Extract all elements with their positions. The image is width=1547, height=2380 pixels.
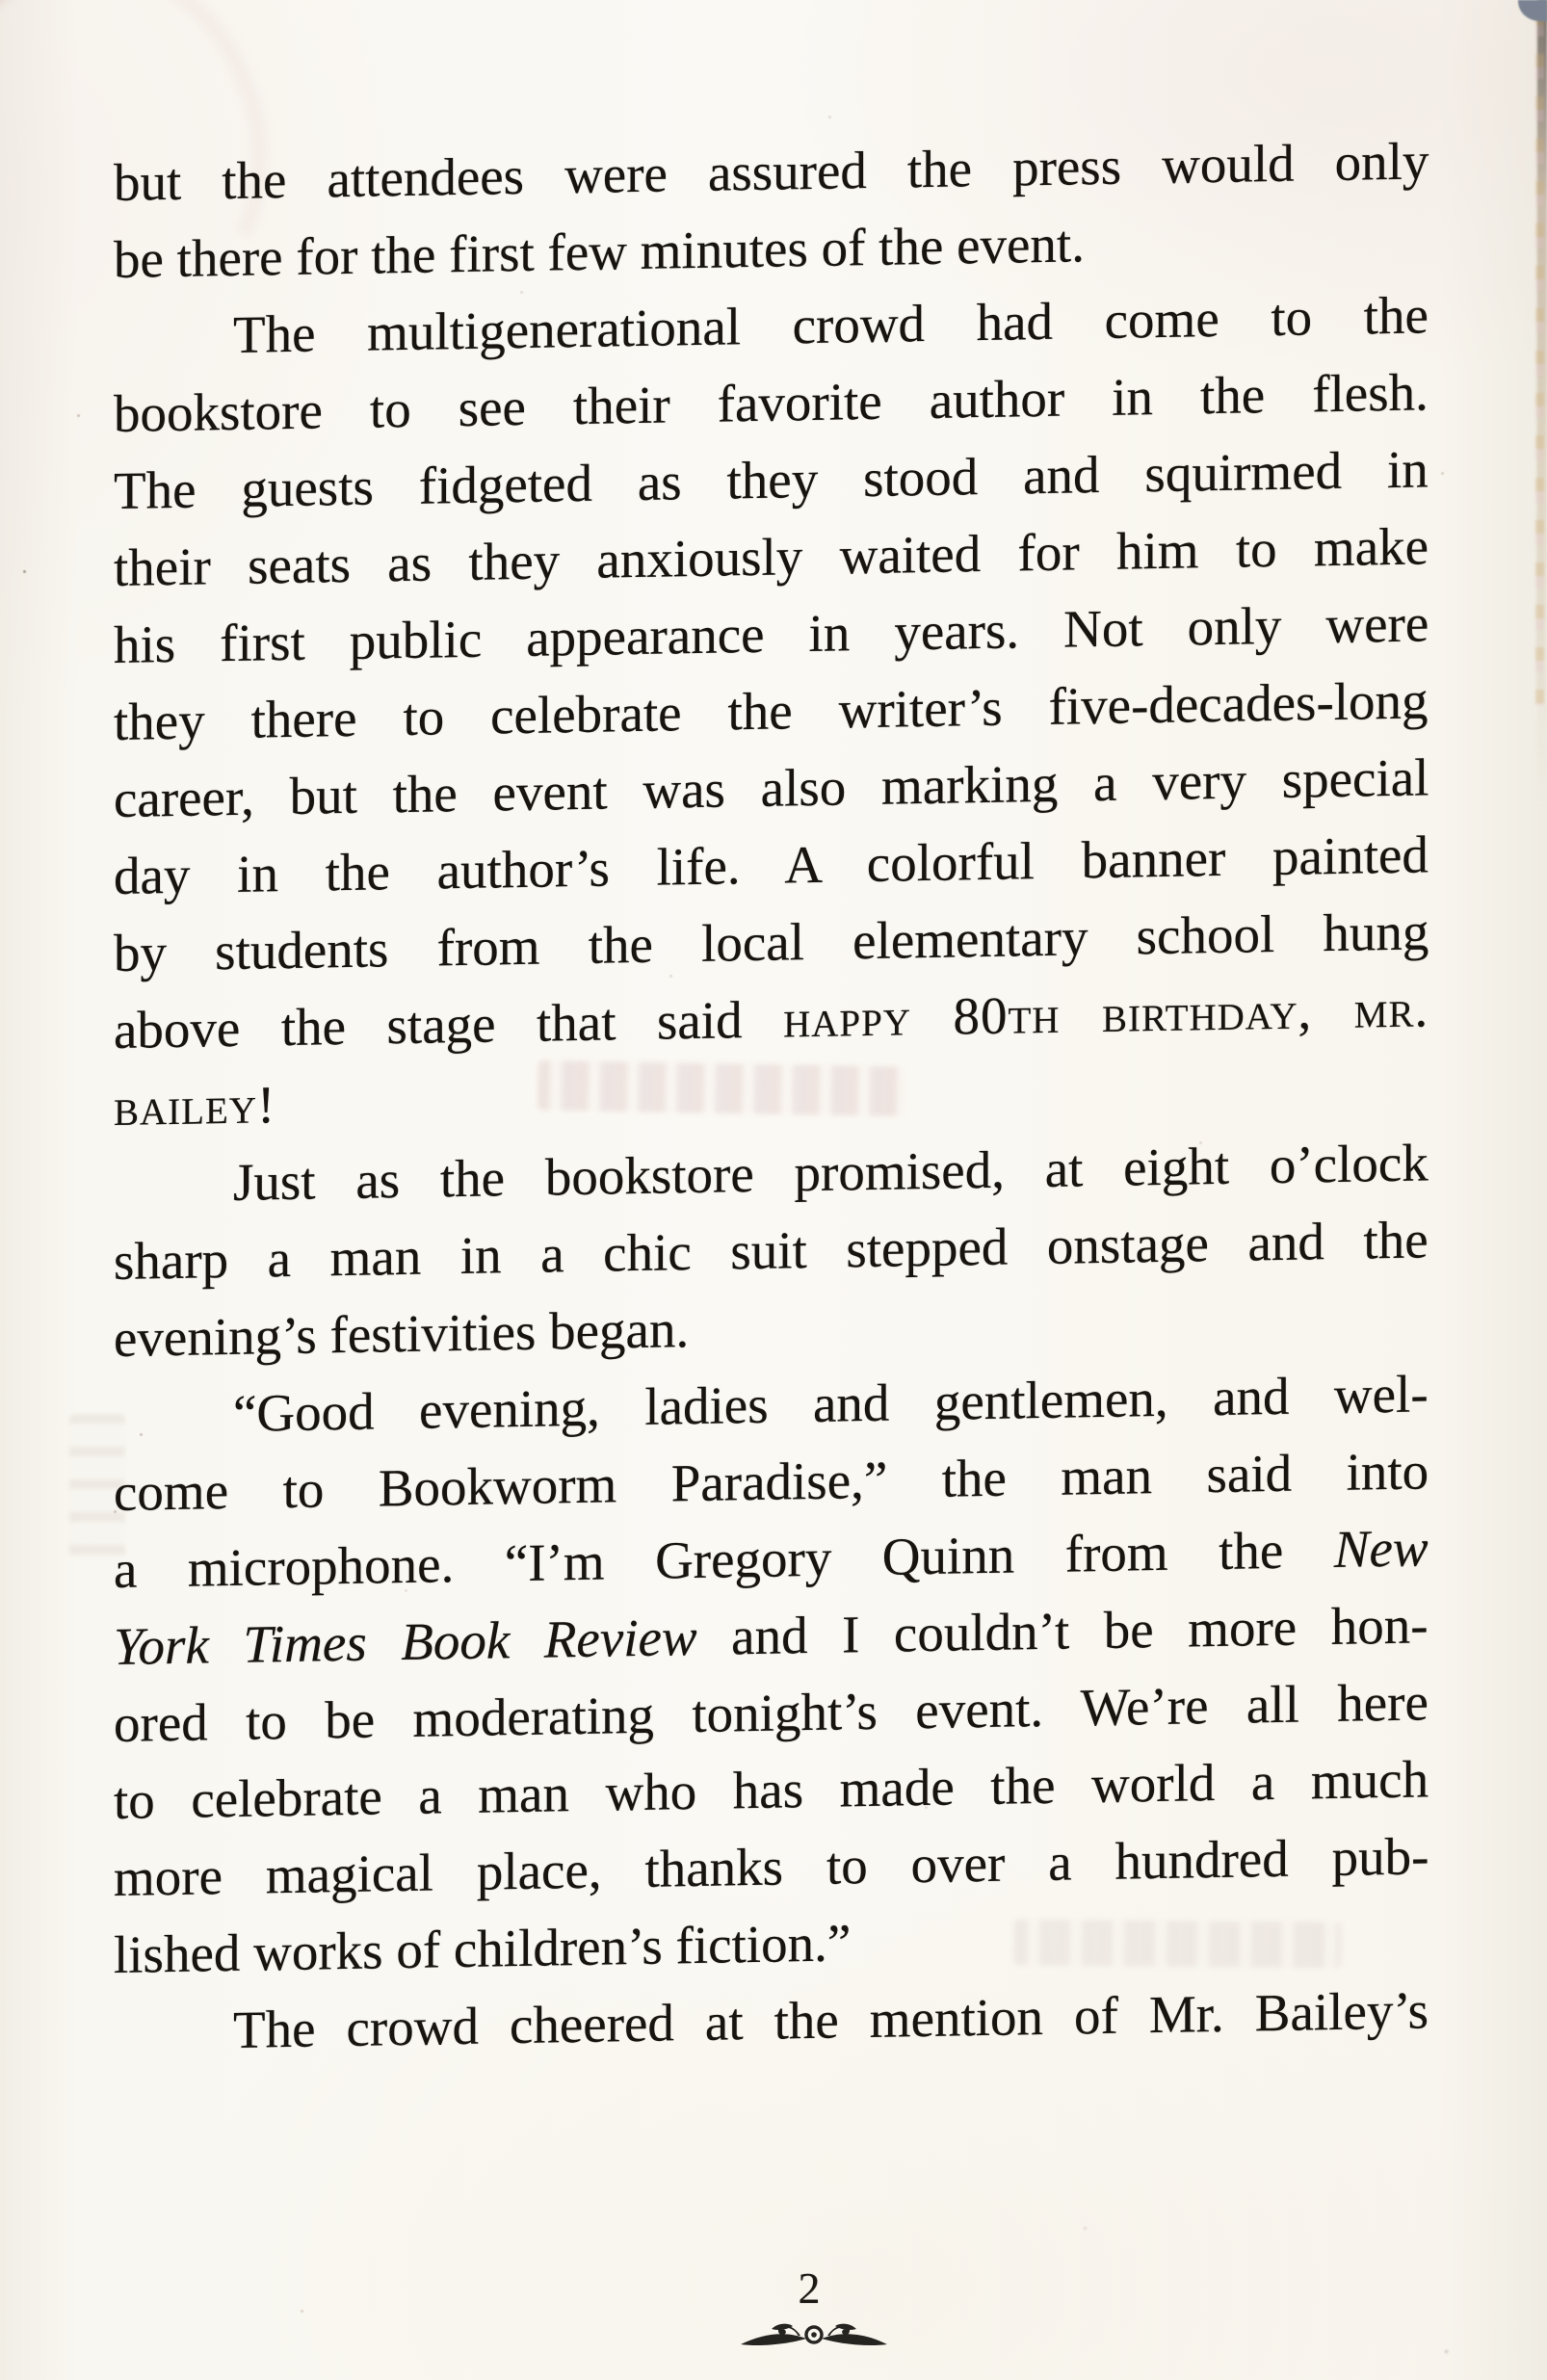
body-text: but the attendees were assured the press would only <box>114 131 1429 212</box>
body-text: career, but the event was also marking a very special <box>114 747 1429 828</box>
body-text: a microphone. “I’m Gregory Quinn from the <box>114 1519 1334 1599</box>
body-text: to celebrate a man who has made the world a much <box>114 1749 1429 1830</box>
smallcaps-text: bailey! <box>114 1075 276 1137</box>
body-text: The crowd cheered at the mention of Mr. Bailey’s <box>233 1980 1429 2059</box>
body-text: by students from the local elementary school hung <box>114 902 1429 982</box>
body-text: The multigenerational crowd had come to the <box>233 285 1429 364</box>
body-text: sharp a man in a chic suit stepped onstage and the <box>114 1210 1429 1291</box>
body-text: his first public appearance in years. Not only were <box>114 593 1429 674</box>
scan-noise-speckles <box>0 0 3 3</box>
italic-text: New <box>1333 1518 1429 1579</box>
body-text: lished works of children’s fiction.” <box>114 1913 852 1984</box>
page-number: 2 <box>798 2263 821 2313</box>
scan-corner-artifact <box>1518 0 1547 21</box>
body-text: ored to be moderating tonight’s event. We’re all here <box>114 1672 1429 1753</box>
scan-edge-speckles <box>1535 12 1544 705</box>
vine-flourish-ornament <box>737 2315 891 2354</box>
text-line-content <box>114 1904 851 1994</box>
body-text: Just as the bookstore promised, at eight o’clock <box>233 1133 1429 1212</box>
body-text: above the stage that said <box>114 989 784 1059</box>
body-text: “Good evening, ladies and gentlemen, and wel- <box>233 1364 1429 1443</box>
body-text: day in the author’s life. A colorful banner painted <box>114 824 1429 905</box>
text-line-content <box>114 1291 689 1377</box>
text-line-content <box>114 1066 275 1146</box>
body-text: bookstore to see their favorite author in the flesh. <box>114 362 1429 443</box>
body-text: The guests fidgeted as they stood and squirmed in <box>114 439 1429 520</box>
page-text <box>114 122 1429 2071</box>
body-text: they there to celebrate the writer’s five-decades-long <box>114 670 1429 751</box>
body-text: more magical place, thanks to over a hundred pub- <box>114 1826 1429 1907</box>
body-text: evening’s festivities began. <box>114 1299 690 1368</box>
body-text: their seats as they anxiously waited for him to make <box>114 516 1429 597</box>
smallcaps-text: happy 80th birthday, mr. <box>783 979 1429 1049</box>
body-text: and I couldn’t be more hon- <box>696 1595 1429 1666</box>
body-text: be there for the first few minutes of the event. <box>114 214 1085 289</box>
page-footer <box>737 2265 881 2354</box>
body-text: come to Bookworm Paradise,” the man said into <box>114 1441 1429 1522</box>
italic-text: York Times Book Review <box>114 1607 697 1676</box>
